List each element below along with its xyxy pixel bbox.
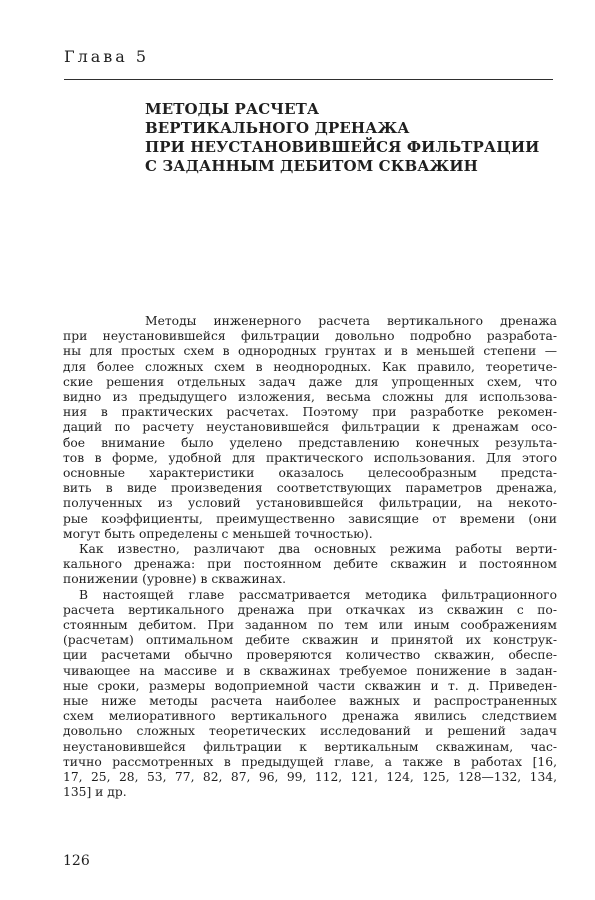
paragraph-line: расчета вертикального дренажа при откачках из скважин с по- xyxy=(63,602,557,617)
paragraph-line: Как известно, различают два основных режима работы верти- xyxy=(79,542,557,557)
paragraph-line: стоянным дебитом. При заданном по тем или иным соображениям xyxy=(63,618,557,633)
paragraph-line: тично рассмотренных в предыдущей главе, а также в работах [16, xyxy=(63,754,557,769)
paragraph-line: видно из предыдущего изложения, весьма сложны для использова- xyxy=(63,390,557,405)
paragraph-line: тов в форме, удобной для практического использования. Для этого xyxy=(63,450,557,465)
paragraph-line: ные ниже методы расчета наиболее важных и распространенных xyxy=(63,694,557,709)
title-line: ВЕРТИКАЛЬНОГО ДРЕНАЖА xyxy=(145,119,410,137)
paragraph-line: 135] и др. xyxy=(63,785,127,800)
section-title xyxy=(145,100,540,176)
paragraph-line: довольно сложных теоретических исследований и решений задач xyxy=(63,724,557,739)
paragraph-line: для более сложных схем в неоднородных. Как правило, теоретиче- xyxy=(63,359,557,374)
paragraph-line: кального дренажа: при постоянном дебите скважин и постоянном xyxy=(63,557,557,572)
paragraph-line: чивающее на массиве и в скважинах требуемое понижение в задан- xyxy=(63,663,557,678)
paragraph-line: вить в виде произведения соответствующих параметров дренажа, xyxy=(63,481,557,496)
paragraph-line: рые коэффициенты, преимущественно зависящие от времени (они xyxy=(63,511,557,526)
chapter-heading: Глава 5 xyxy=(64,47,150,66)
paragraph-line: ны для простых схем в однородных грунтах и в меньшей степени — xyxy=(63,344,557,359)
body-text xyxy=(63,314,557,801)
paragraph-line: 17, 25, 28, 53, 77, 82, 87, 96, 99, 112, 121, 124, 125, 128—132, 134, xyxy=(63,770,557,785)
header-rule xyxy=(64,79,553,80)
paragraph-line: бое внимание было уделено представлению конечных результа- xyxy=(63,435,557,450)
paragraph-line: ции расчетами обычно проверяются количество скважин, обеспе- xyxy=(63,648,557,663)
paragraph-line: ные сроки, размеры водоприемной части скважин и т. д. Приведен- xyxy=(63,678,557,693)
paragraph-line: ния в практических расчетах. Поэтому при разработке рекомен- xyxy=(63,405,557,420)
title-line: ПРИ НЕУСТАНОВИВШЕЙСЯ ФИЛЬТРАЦИИ xyxy=(145,138,540,156)
paragraph-line: В настоящей главе рассматривается методика фильтрационного xyxy=(79,587,557,602)
paragraph-line: схем мелиоративного вертикального дренажа явились следствием xyxy=(63,709,557,724)
paragraph-line: понижении (уровне) в скважинах. xyxy=(63,572,287,587)
paragraph-line: основные характеристики оказалось целесообразным предста- xyxy=(63,466,557,481)
paragraph-line: при неустановившейся фильтрации довольно подробно разработа- xyxy=(63,329,557,344)
paragraph-line: полученных из условий установившейся фильтрации, на некото- xyxy=(63,496,557,511)
paragraph-line: неустановившейся фильтрации к вертикальным скважинам, час- xyxy=(63,739,557,754)
paragraph-line: (расчетам) оптимальном дебите скважин и принятой их конструк- xyxy=(63,633,557,648)
page-number: 126 xyxy=(63,853,90,869)
paragraph-line: даций по расчету неустановившейся фильтрации к дренажам осо- xyxy=(63,420,557,435)
title-line: МЕТОДЫ РАСЧЕТА xyxy=(145,100,320,118)
paragraph-line: могут быть определены с меньшей точностью). xyxy=(63,526,373,541)
title-line: С ЗАДАННЫМ ДЕБИТОМ СКВАЖИН xyxy=(145,157,478,175)
paragraph-line: Методы инженерного расчета вертикального дренажа xyxy=(145,314,557,328)
paragraph-line: ские решения отдельных задач даже для упрощенных схем, что xyxy=(63,374,557,389)
